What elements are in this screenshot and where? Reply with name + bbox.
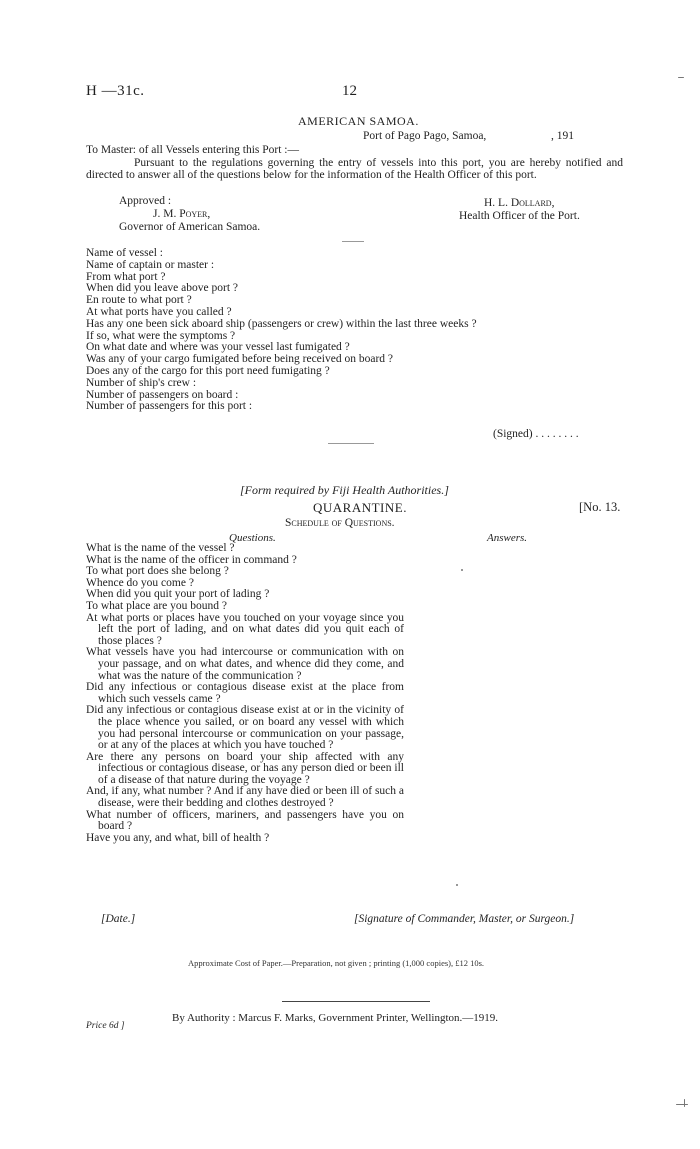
fiji-signature-label: [Signature of Commander, Master, or Surgeon.] bbox=[354, 913, 575, 925]
samoa-question: On what date and where was your vessel last fumigated ? bbox=[86, 341, 350, 354]
samoa-question: At what ports have you called ? bbox=[86, 305, 232, 318]
margin-speck bbox=[678, 77, 684, 78]
fiji-question: And, if any, what number ? And if any have died or been ill of such a disease, were their bedding and clothes destroyed ? bbox=[86, 785, 404, 810]
fiji-answers-heading: Answers. bbox=[487, 532, 528, 544]
samoa-question: Name of captain or master : bbox=[86, 258, 215, 271]
to-prefix: To Master bbox=[86, 144, 133, 156]
samoa-question: Name of vessel : bbox=[86, 247, 163, 259]
fiji-question: What number of officers, mariners, and passengers have you on board ? bbox=[86, 808, 404, 833]
fiji-question: Whence do you come ? bbox=[86, 576, 194, 589]
samoa-year: , 191 bbox=[551, 130, 574, 142]
approver-title: Governor of American Samoa. bbox=[119, 221, 261, 233]
signed-line: (Signed) . . . . . . . . bbox=[493, 428, 579, 440]
fiji-question: Did any infectious or contagious disease exist at the place from which such vessels came ? bbox=[86, 681, 404, 705]
footer-authority: By Authority : Marcus F. Marks, Government Printer, Wellington.—1919. bbox=[172, 1012, 499, 1024]
footer-rule bbox=[282, 1001, 430, 1002]
fiji-title: QUARANTINE. bbox=[313, 500, 407, 515]
fiji-question: To what port does she belong ? bbox=[86, 565, 229, 578]
fiji-schedule-heading: Schedule of Questions. bbox=[285, 517, 395, 529]
fiji-date-label: [Date.] bbox=[101, 913, 136, 925]
fiji-question: When did you quit your port of lading ? bbox=[86, 588, 270, 601]
margin-speck bbox=[676, 1104, 688, 1105]
page-number: 12 bbox=[342, 83, 357, 99]
answer-mark bbox=[456, 884, 458, 886]
samoa-to-line bbox=[86, 144, 299, 156]
footer-price: Price 6d ] bbox=[86, 1021, 125, 1031]
samoa-question: From what port ? bbox=[86, 270, 166, 283]
approver-name: J. M. Poyer, bbox=[153, 208, 211, 220]
footer-cost: Approximate Cost of Paper.—Preparation, not given ; printing (1,000 copies), £12 10s. bbox=[188, 958, 485, 968]
divider-2 bbox=[328, 443, 374, 444]
fiji-question: What vessels have you had intercourse or communication with on your passage, and on what dates, and whence did they come, and what was the nature of the communication ? bbox=[86, 646, 404, 682]
samoa-question: Number of passengers on board : bbox=[86, 388, 239, 401]
samoa-question: En route to what port ? bbox=[86, 294, 192, 307]
samoa-address: Port of Pago Pago, Samoa, bbox=[363, 130, 487, 142]
samoa-question: Number of passengers for this port : bbox=[86, 400, 253, 413]
fiji-question: What is the name of the vessel ? bbox=[86, 542, 235, 554]
samoa-title: AMERICAN SAMOA. bbox=[298, 114, 419, 128]
document-reference: H —31c. bbox=[86, 83, 145, 99]
fiji-question: Have you any, and what, bill of health ? bbox=[86, 831, 270, 844]
fiji-question: To what place are you bound ? bbox=[86, 599, 227, 612]
officer-title: Health Officer of the Port. bbox=[459, 210, 580, 222]
fiji-question: Are there any persons on board your ship affected with any infectious or contagious disease, or has any person died or been ill of a disease of that nature during the voyage ? bbox=[86, 750, 404, 786]
fiji-question: What is the name of the officer in command ? bbox=[86, 553, 297, 566]
samoa-question: Number of ship's crew : bbox=[86, 376, 197, 389]
to-suffix: : of all Vessels entering this Port :— bbox=[132, 144, 299, 156]
samoa-question: Was any of your cargo fumigated before being received on board ? bbox=[86, 353, 394, 366]
samoa-question: Has any one been sick aboard ship (passengers or crew) within the last three weeks ? bbox=[86, 317, 477, 330]
samoa-question: Does any of the cargo for this port need fumigating ? bbox=[86, 364, 330, 377]
officer-name: H. L. Dollard, bbox=[484, 197, 555, 209]
samoa-question: When did you leave above port ? bbox=[86, 282, 238, 295]
samoa-paragraph-text: Pursuant to the regulations governing the entry of vessels into this port, you are hereby notified and directed to answer all of the questions below for the information of the Health Officer of this port. bbox=[86, 157, 623, 182]
fiji-questions bbox=[86, 543, 404, 844]
samoa-questions bbox=[86, 248, 477, 413]
answer-mark bbox=[461, 569, 463, 571]
fiji-question: At what ports or places have you touched on your voyage since you left the port of lading, and on what dates did you quit each of those places ? bbox=[86, 611, 404, 647]
divider-1 bbox=[342, 241, 364, 242]
fiji-question: Did any infectious or contagious disease exist at or in the vicinity of the place whence you sailed, or on board any vessel with which you had personal intercourse or communication on your passage, or at any of the places at which you have touched ? bbox=[86, 704, 404, 752]
fiji-form-required: [Form required by Fiji Health Authorities.] bbox=[240, 483, 449, 497]
fiji-questions-heading: Questions. bbox=[229, 532, 276, 544]
samoa-question: If so, what were the symptoms ? bbox=[86, 329, 236, 342]
fiji-form-number: [No. 13. bbox=[579, 500, 621, 514]
approved-label: Approved : bbox=[119, 195, 172, 207]
samoa-paragraph bbox=[86, 157, 623, 182]
margin-speck bbox=[684, 1099, 685, 1107]
